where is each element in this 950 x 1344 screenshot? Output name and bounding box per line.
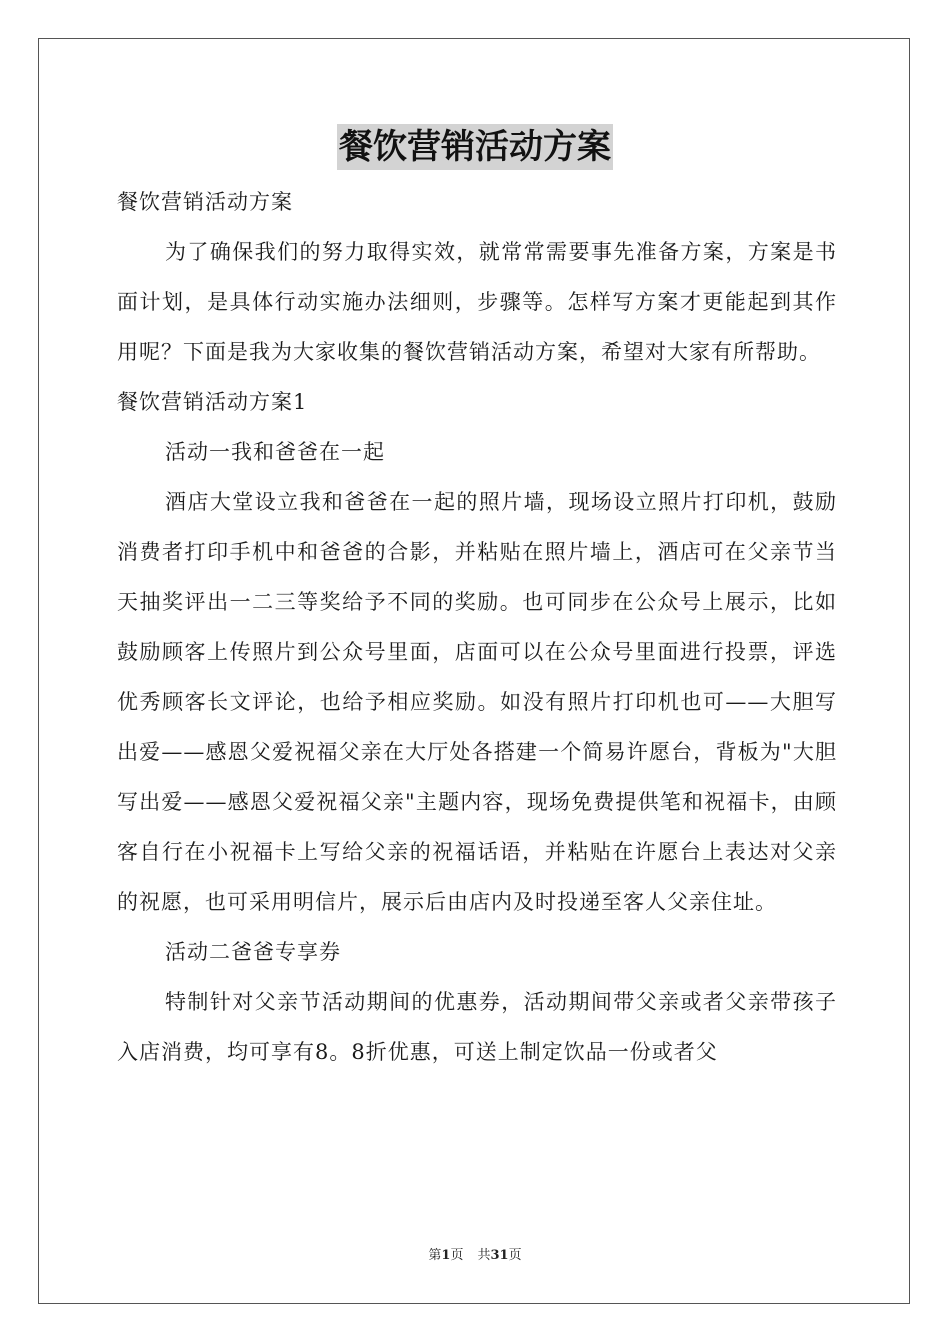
title-container	[0, 124, 950, 170]
total-prefix: 共	[477, 1248, 491, 1263]
page-number: 1	[441, 1248, 451, 1263]
document-body	[117, 177, 837, 1077]
total-pages: 31	[490, 1248, 509, 1263]
document-title: 餐饮营销活动方案	[337, 124, 613, 170]
activity-heading-1: 活动一我和爸爸在一起	[165, 440, 385, 464]
subtitle-line: 餐饮营销活动方案	[117, 190, 293, 214]
activity-heading-2: 活动二爸爸专享券	[165, 940, 341, 964]
section-heading: 餐饮营销活动方案1	[117, 390, 308, 414]
page-unit: 页	[450, 1248, 464, 1263]
page-footer	[0, 1247, 950, 1265]
activity-paragraph-2: 特制针对父亲节活动期间的优惠券，活动期间带父亲或者父亲带孩子入店消费，均可享有8。8折优惠，可送上制定饮品一份或者父	[117, 990, 837, 1064]
total-unit: 页	[508, 1248, 522, 1263]
intro-paragraph: 为了确保我们的努力取得实效，就常常需要事先准备方案，方案是书面计划，是具体行动实施办法细则，步骤等。怎样写方案才更能起到其作用呢？下面是我为大家收集的餐饮营销活动方案，希望对大家有所帮助。	[117, 240, 837, 364]
activity-paragraph-1: 酒店大堂设立我和爸爸在一起的照片墙，现场设立照片打印机，鼓励消费者打印手机中和爸爸的合影，并粘贴在照片墙上，酒店可在父亲节当天抽奖评出一二三等奖给予不同的奖励。也可同步在公众号上展示，比如鼓励顾客上传照片到公众号里面，店面可以在公众号里面进行投票，评选优秀顾客长文评论，也给予相应奖励。如没有照片打印机也可——大胆写出爱——感恩父爱祝福父亲在大厅处各搭建一个简易许愿台，背板为"大胆写出爱——感恩父爱祝福父亲"主题内容，现场免费提供笔和祝福卡，由顾客自行在小祝福卡上写给父亲的祝福话语，并粘贴在许愿台上表达对父亲的祝愿，也可采用明信片，展示后由店内及时投递至客人父亲住址。	[117, 490, 837, 914]
page-prefix: 第	[428, 1248, 442, 1263]
